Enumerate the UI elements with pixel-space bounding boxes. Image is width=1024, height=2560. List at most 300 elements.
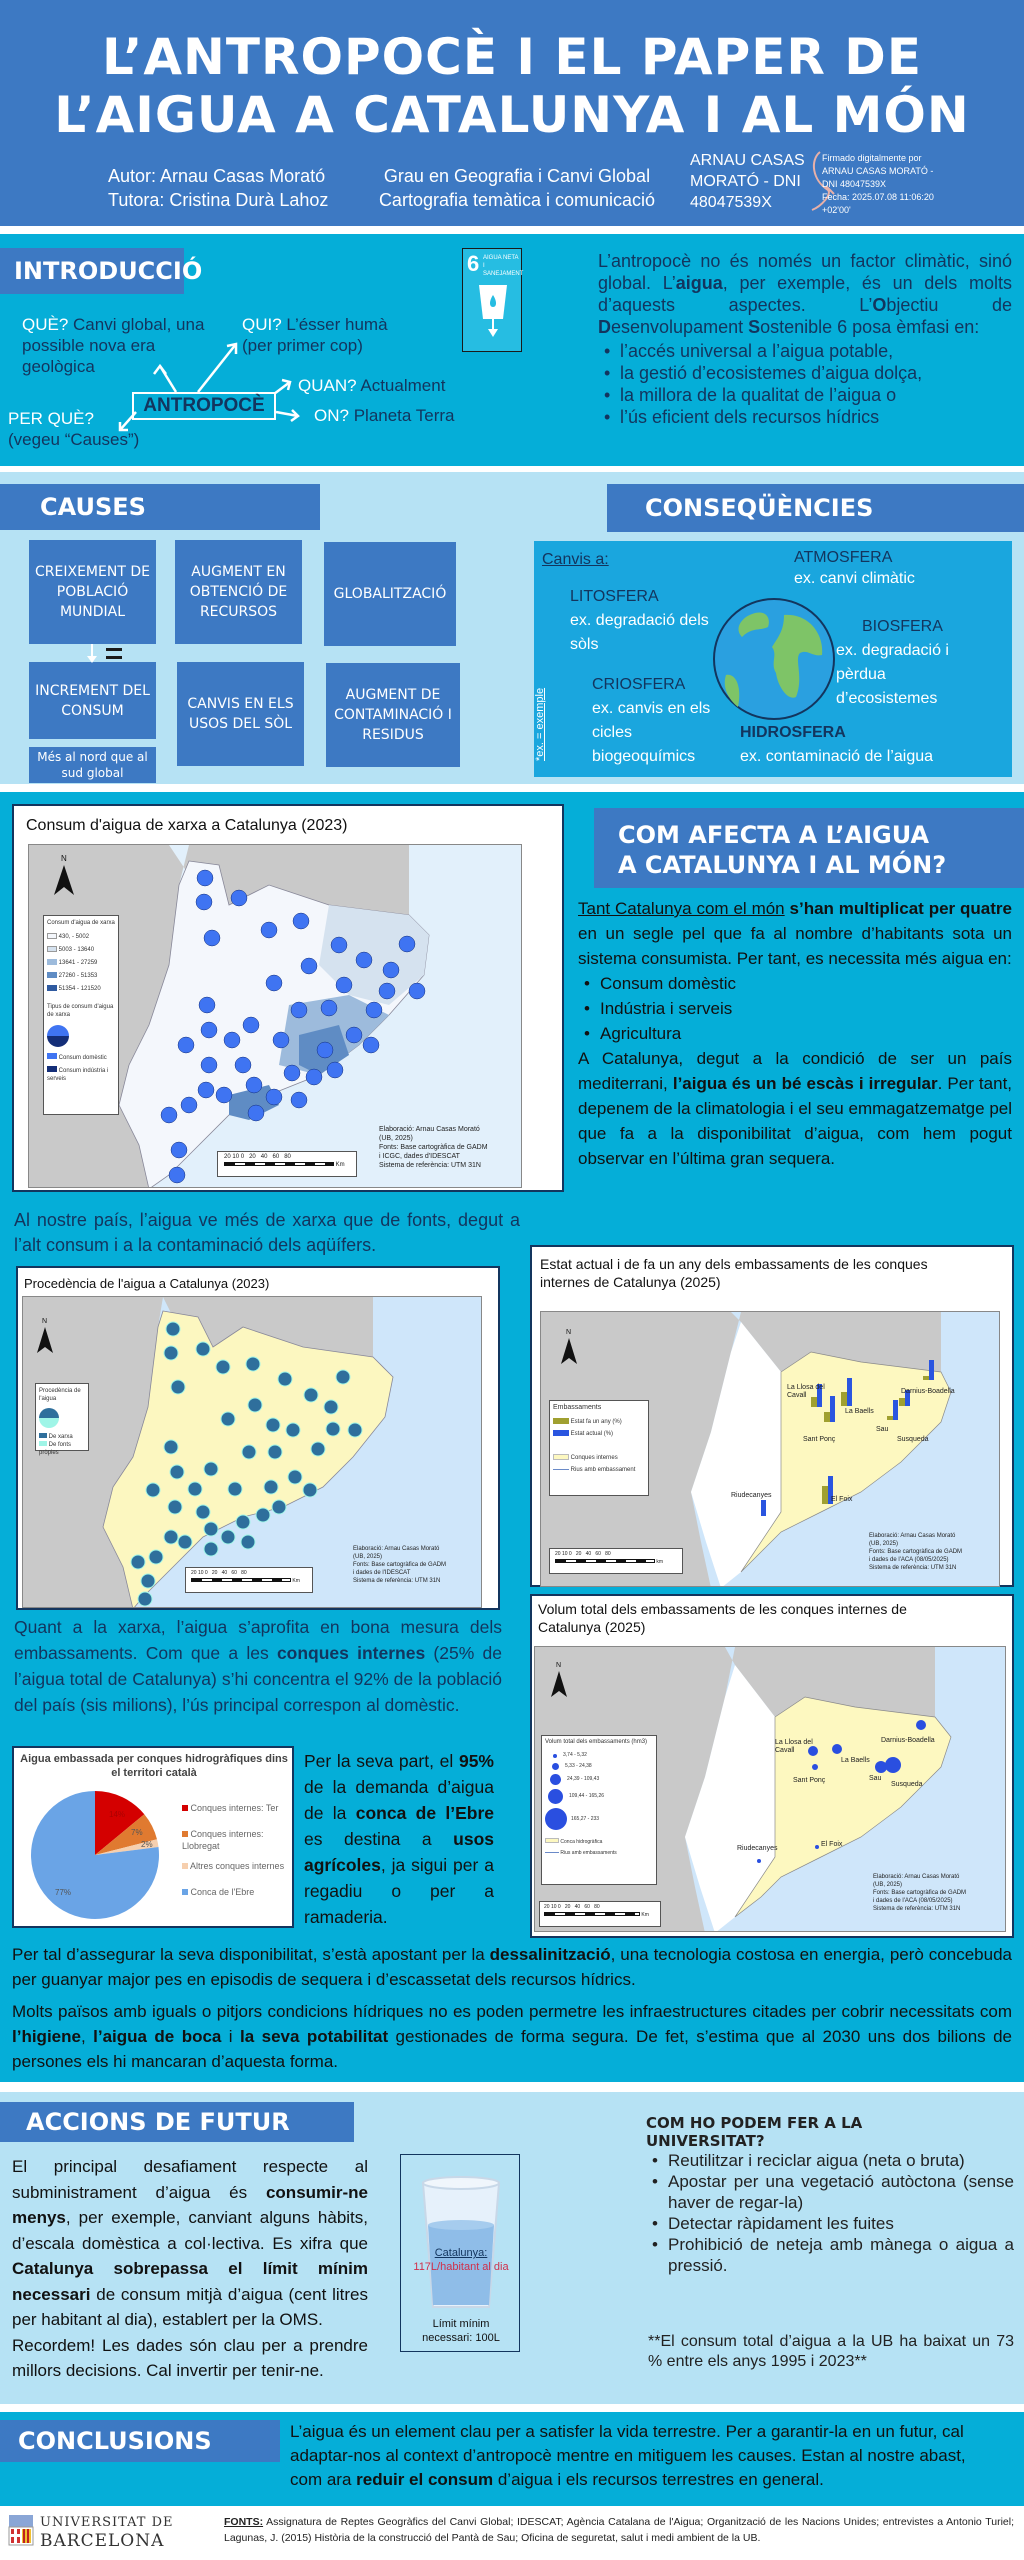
scale-tick: 10 bbox=[561, 1551, 568, 1557]
cause-box: CANVIS EN ELS USOS DEL SÒL bbox=[177, 662, 304, 766]
scale-tick: 20 bbox=[211, 1570, 218, 1576]
legend-label: 3,74 - 5,32 bbox=[563, 1752, 587, 1758]
text-bold: Catalunya sobrepassa el límit mínim necessari bbox=[12, 2259, 368, 2304]
scale-unit: Km bbox=[292, 1578, 300, 1584]
glass-value: 117L/habitant al dia bbox=[413, 2261, 509, 2273]
ub-consumption-note: **El consum total d’aigua a la UB ha baixat un 73 % entre els anys 1995 i 2023** bbox=[648, 2333, 1014, 2370]
sphere-example: ex. canvi climàtic bbox=[794, 570, 915, 587]
scale-tick: 20 bbox=[575, 1551, 582, 1557]
text: es destina a bbox=[304, 1829, 454, 1849]
legend-swatch bbox=[553, 1418, 569, 1424]
diagram-arrows-icon bbox=[0, 234, 320, 466]
scale-tick: 60 bbox=[231, 1570, 237, 1576]
q-label: QUÈ? bbox=[22, 315, 69, 334]
causes-heading: CAUSES bbox=[0, 484, 320, 530]
scale-graphic bbox=[224, 1162, 334, 1166]
svg-text:N: N bbox=[61, 854, 67, 863]
reservoir-label: Sau bbox=[869, 1775, 882, 1782]
sdg-label-2: I SANEJAMENT bbox=[483, 263, 524, 277]
causes-consequences-section bbox=[0, 472, 1024, 784]
text-bold: l’aigua de boca bbox=[93, 2027, 222, 2046]
svg-text:2%: 2% bbox=[141, 1840, 153, 1849]
legend-swatch bbox=[553, 1469, 569, 1470]
svg-text:N: N bbox=[42, 1318, 48, 1325]
text: Recordem! Les dades són clau per a prendre millors decisions. Cal invertir per tenir-ne. bbox=[12, 2335, 368, 2380]
dessalinitzacio-paragraph bbox=[12, 1942, 1012, 1992]
sdg-number: 6 bbox=[467, 251, 480, 276]
sig-detail: Firmado digitalmente por bbox=[822, 153, 922, 163]
map-area bbox=[28, 844, 522, 1188]
map-legend bbox=[35, 1383, 89, 1456]
legend-label: Conques internes: Llobregat bbox=[182, 1829, 264, 1851]
map-area bbox=[540, 1311, 1000, 1587]
legend-swatch bbox=[47, 1066, 57, 1072]
world-paragraph bbox=[12, 1999, 1012, 2074]
q-label: ON? bbox=[314, 406, 349, 425]
legend-title: Procedència de l'aigua bbox=[39, 1388, 81, 1402]
legend-label: Estat fa un any (%) bbox=[570, 1419, 622, 1425]
sources-text bbox=[224, 2514, 1014, 2546]
text-bold: 95% bbox=[458, 1751, 494, 1771]
credit-line: Sistema de referència: UTM 31N bbox=[869, 1565, 957, 1571]
reservoir-label: Sant Ponç bbox=[803, 1436, 836, 1443]
legend-swatch bbox=[182, 1831, 188, 1837]
text: A Catalunya, degut a la condició de ser un país mediterrani, bbox=[578, 1049, 1012, 1093]
text: , per exemple, canviant alguns hàbits, d’escala domèstica a col·lectiva. Es xifra que bbox=[12, 2208, 368, 2253]
legend-label: De fonts pròpies bbox=[39, 1442, 72, 1456]
uni-line-1: UNIVERSITAT DE bbox=[40, 2515, 174, 2530]
text: de consum mitjà d’aigua (cent litres per habitant al dia), establert per la OMS. bbox=[12, 2284, 368, 2329]
sphere-litosfera bbox=[570, 585, 720, 657]
poster-title bbox=[0, 28, 1024, 144]
sources-list: Assignatura de Reptes Geogràfics del Canvi Global; IDESCAT; Agència Catalana de l'Aigua; Organització de les Nacions Unides; entrevistes a Antonio Turiel; Lagunas, J. (2015) Història de la construcció del Pantà de Sau; Oficina de seguretat, salut i medi ambient de la UB. bbox=[224, 2516, 1014, 2544]
credit-line: (UB, 2025) bbox=[869, 1541, 899, 1547]
map-title: Consum d'aigua de xarxa a Catalunya (2023) bbox=[26, 817, 348, 834]
legend-title: Volum total dels embassaments (hm3) bbox=[545, 1739, 648, 1745]
map-area bbox=[22, 1296, 482, 1608]
heading-line: A CATALUNYA I AL MÓN? bbox=[618, 851, 947, 879]
credit-line: Elaboració: Arnau Casas Morató bbox=[873, 1874, 960, 1880]
reservoir-label: El Foix bbox=[821, 1841, 843, 1848]
signature-name bbox=[690, 150, 805, 213]
scale-bar bbox=[217, 1151, 357, 1177]
antropoce-box: ANTROPOCÈ bbox=[132, 392, 276, 420]
credit-line: Fonts: Base cartogràfica de GADM bbox=[379, 1144, 488, 1151]
title-line-1: L’ANTROPOCÈ I EL PAPER DE bbox=[102, 28, 922, 86]
map-area bbox=[534, 1646, 1006, 1932]
legend-swatch bbox=[182, 1805, 188, 1811]
q-answer: Actualment bbox=[360, 376, 446, 395]
minimum-limit: Límit mínim necessari: 100L bbox=[422, 2318, 500, 2344]
title-line-2: L’AIGUA A CATALUNYA I AL MÓN bbox=[54, 86, 970, 144]
text-bold: la seva potabilitat bbox=[240, 2027, 389, 2046]
text: L’antropocè no és només un factor climàtic, sinó global. L’ bbox=[598, 251, 1012, 293]
reservoir-label: La Baells bbox=[841, 1757, 870, 1764]
sphere-example: ex. canvis en els cicles biogeoquímics bbox=[592, 700, 711, 765]
intro-heading: INTRODUCCIÓ bbox=[0, 248, 184, 294]
cause-box: AUGMENT EN OBTENCIÓ DE RECURSOS bbox=[175, 540, 302, 644]
sphere-example: ex. degradació dels sòls bbox=[570, 612, 709, 653]
scale-tick: 60 bbox=[584, 1904, 590, 1910]
text-bold: dessalinització bbox=[489, 1945, 611, 1964]
reservoir-label: La Baells bbox=[845, 1408, 874, 1415]
sphere-name: HIDROSFERA bbox=[740, 724, 846, 741]
text: L’aigua és un element clau per a satisfer la vida terrestre. Per a garantir-la en un futur, cal adaptar-nos al context d’antropocè mentre en mitiguem les causes. Estan al nostre abast, com ara bbox=[290, 2422, 966, 2489]
sphere-name: ATMOSFERA bbox=[794, 549, 893, 566]
scale-tick: 40 bbox=[260, 1154, 268, 1160]
legend-label: Consum indústria i serveis bbox=[47, 1068, 109, 1082]
legend-label: Conca de l'Ebre bbox=[190, 1887, 255, 1897]
list-item: • Indústria i serveis bbox=[578, 996, 1012, 1021]
university-actions-list bbox=[646, 2150, 1014, 2276]
legend-circle-icon bbox=[548, 1789, 563, 1804]
pie-legend-icon bbox=[47, 1025, 69, 1047]
legend-label: Rius amb embassament bbox=[570, 1467, 636, 1473]
legend-swatch bbox=[47, 933, 57, 939]
list-item: • la millora de la qualitat de l’aigua o bbox=[598, 384, 1012, 406]
legend-label: 5003 - 13640 bbox=[58, 947, 95, 953]
university-heading: COM HO PODEM FER A LA UNIVERSITAT? bbox=[646, 2114, 863, 2150]
text: , per exemple, és un dels molts d’aquests aspectes. L’ bbox=[598, 273, 1012, 315]
sig-line: ARNAU CASAS bbox=[690, 152, 805, 169]
legend-swatch bbox=[182, 1863, 188, 1869]
legend-item bbox=[182, 1886, 292, 1898]
reservoir-label: La Llosa del Cavall bbox=[775, 1739, 813, 1754]
sdg-label-1: AIGUA NETA bbox=[483, 255, 519, 261]
text-bold: s’han multiplicat per quatre bbox=[784, 899, 1012, 918]
credit-line: Elaboració: Arnau Casas Morató bbox=[379, 1126, 480, 1133]
svg-text:N: N bbox=[566, 1329, 572, 1336]
legend-swatch bbox=[182, 1889, 188, 1895]
course-block bbox=[362, 164, 672, 212]
q-label: PER QUÈ? bbox=[8, 409, 94, 428]
text: El principal desafiament respecte al subministrament d’aigua és bbox=[12, 2157, 368, 2202]
list-item: • Apostar per una vegetació autòctona (sense haver de regar-la) bbox=[646, 2171, 1014, 2213]
conclusions-section bbox=[0, 2412, 1024, 2506]
text-bold: O bbox=[872, 295, 887, 315]
svg-text:7%: 7% bbox=[131, 1828, 143, 1837]
poster-header bbox=[0, 0, 1024, 226]
diagram-quan bbox=[298, 374, 445, 397]
credit-line: Sistema de referència: UTM 31N bbox=[353, 1578, 441, 1584]
scale-tick: 20 bbox=[191, 1570, 197, 1576]
legend-swatch bbox=[47, 972, 57, 978]
scale-tick: 10 bbox=[197, 1570, 204, 1576]
sdg-6-badge bbox=[462, 248, 522, 352]
map-legend bbox=[43, 915, 119, 1115]
sig-line: MORATÓ - DNI bbox=[690, 173, 801, 190]
legend-swatch bbox=[553, 1454, 569, 1460]
consequences-panel bbox=[534, 541, 1012, 777]
legend-label: Consum domèstic bbox=[58, 1055, 107, 1061]
reservoir-label: La Llosa del Cavall bbox=[787, 1384, 825, 1399]
reservoir-label: Riudecanyes bbox=[731, 1492, 772, 1499]
scale-tick: 20 bbox=[224, 1154, 231, 1160]
map-legend bbox=[541, 1735, 657, 1885]
svg-text:77%: 77% bbox=[55, 1888, 72, 1897]
scale-bar bbox=[539, 1901, 661, 1927]
text: , bbox=[80, 2027, 94, 2046]
legend-circle-icon bbox=[553, 1754, 557, 1758]
map-credits bbox=[873, 1873, 966, 1913]
reservoir-label: Riudecanyes bbox=[737, 1845, 778, 1852]
legend-label: De xarxa bbox=[48, 1434, 73, 1440]
legend-swatch bbox=[545, 1852, 559, 1853]
text-bold: aigua bbox=[675, 273, 723, 293]
legend-item bbox=[182, 1802, 292, 1814]
sig-detail: Fecha: 2025.07.08 11:06:20 bbox=[822, 192, 934, 202]
water-uses-list bbox=[578, 971, 1012, 1046]
diagram-on bbox=[314, 404, 455, 427]
legend-label: 430, - 5002 bbox=[58, 934, 90, 940]
credit-line: i dades de l'IDESCAT bbox=[353, 1570, 411, 1576]
legend-swatch bbox=[39, 1441, 47, 1446]
intro-paragraph bbox=[598, 250, 1012, 428]
scale-tick: 60 bbox=[595, 1551, 601, 1557]
text: , ja sigui per a regadiu o per a ramaderia. bbox=[304, 1855, 494, 1927]
map-consum-aigua bbox=[12, 804, 564, 1192]
list-item: • Detectar ràpidament les fuites bbox=[646, 2213, 1014, 2234]
heading-line: COM AFECTA A L’AIGUA bbox=[618, 821, 930, 849]
degree: Grau en Geografia i Canvi Global bbox=[383, 166, 651, 186]
map-title: Estat actual i de fa un any dels embassaments de les conques internes de Catalunya (2025) bbox=[540, 1256, 928, 1290]
list-item: • Consum domèstic bbox=[578, 971, 1012, 996]
scale-tick: 20 bbox=[249, 1154, 256, 1160]
consequences-heading: CONSEQÜÈNCIES bbox=[607, 484, 1024, 532]
credit-line: i dades de l'ACA (08/05/2025) bbox=[869, 1557, 949, 1563]
text-bold: consumir-ne menys bbox=[12, 2182, 368, 2227]
footer bbox=[0, 2506, 1024, 2560]
earth-globe-icon bbox=[712, 597, 836, 721]
scale-tick: 40 bbox=[574, 1904, 581, 1910]
university-crest-icon bbox=[8, 2514, 34, 2546]
legend-item bbox=[182, 1860, 292, 1872]
legend-swatch bbox=[47, 985, 57, 991]
scale-tick: 60 bbox=[272, 1154, 280, 1160]
map-credits bbox=[869, 1532, 962, 1572]
future-heading: ACCIONS DE FUTUR bbox=[0, 2102, 354, 2142]
q-answer: Planeta Terra bbox=[353, 406, 455, 425]
water-glass-icon bbox=[477, 283, 509, 339]
list-item: • Reutilitzar i reciclar aigua (neta o bruta) bbox=[646, 2150, 1014, 2171]
sdg-label bbox=[483, 254, 523, 278]
text: (25% de l’aigua total de Catalunya) s’hi concentra el 92% de la població del país (sis milions), l’ús principal correspon al domèstic. bbox=[14, 1643, 502, 1715]
list-item: • Agricultura bbox=[578, 1021, 1012, 1046]
credit-line: i dades de l'ACA (08/05/2025) bbox=[873, 1898, 953, 1904]
reservoir-label: Susqueda bbox=[897, 1436, 929, 1443]
text-bold: D bbox=[598, 317, 611, 337]
text-bold: usos agrícoles bbox=[304, 1829, 494, 1875]
changes-label: Canvis a: bbox=[542, 551, 609, 568]
map-volum-embassaments bbox=[530, 1594, 1014, 1938]
q-answer: L’ésser humà (per primer cop) bbox=[242, 315, 388, 355]
legend-subtitle: Tipus de consum d'aigua de xarxa bbox=[47, 1004, 114, 1018]
sig-detail: ARNAU CASAS MORATÓ - bbox=[822, 166, 934, 176]
list-item: • l’accés universal a l’aigua potable, bbox=[598, 340, 1012, 362]
footnote: *ex. = exemple bbox=[534, 687, 546, 761]
credit-line: (UB, 2025) bbox=[873, 1882, 903, 1888]
credit-line: Elaboració: Arnau Casas Morató bbox=[869, 1533, 956, 1539]
text: . Per tant, depenem de la climatologia i el seu emmagatzematge pel que fa a la disponibilitat d’aigua, com hem pogut observar en l’última gran sequera. bbox=[578, 1074, 1013, 1168]
legend-label: 165,27 - 233 bbox=[571, 1815, 600, 1822]
map-credits bbox=[353, 1545, 446, 1585]
credit-line: (UB, 2025) bbox=[353, 1554, 383, 1560]
legend-label: Conca hidrogràfica bbox=[560, 1839, 603, 1845]
legend-title: Consum d'aigua de xarxa bbox=[47, 920, 115, 926]
legend-label: Rius amb embassaments bbox=[560, 1850, 617, 1856]
legend-label: Estat actual (%) bbox=[570, 1431, 614, 1437]
legend-swatch bbox=[545, 1838, 559, 1843]
pie-chart-panel bbox=[12, 1746, 294, 1928]
legend-circle-icon bbox=[545, 1808, 567, 1830]
legend-label: 24,39 - 109,43 bbox=[567, 1776, 600, 1782]
cause-box: INCREMENT DEL CONSUM bbox=[29, 662, 156, 739]
cause-box: GLOBALITZACIÓ bbox=[324, 542, 456, 646]
text-bold: conca de l’Ebre bbox=[355, 1803, 495, 1823]
q-answer: Canvi global, una possible nova era geològica bbox=[22, 315, 205, 376]
text: Quant a la xarxa, l’aigua s’aprofita en bona mesura dels embassaments. Com que a les bbox=[14, 1617, 502, 1663]
legend-label: Altres conques internes bbox=[190, 1861, 285, 1871]
cause-box: CREIXEMENT DE POBLACIÓ MUNDIAL bbox=[29, 540, 156, 644]
scale-tick: 0 bbox=[240, 1154, 245, 1160]
text: d’aigua i els recursos terrestres en general. bbox=[493, 2470, 824, 2489]
text-bold: l’higiene bbox=[12, 2027, 81, 2046]
conclusions-paragraph bbox=[290, 2420, 995, 2492]
list-item: • Prohibició de neteja amb mànega o aigua a pressió. bbox=[646, 2234, 1014, 2276]
pie-legend-icon bbox=[39, 1408, 59, 1428]
text-underlined: Tant Catalunya com el món bbox=[578, 899, 785, 918]
scale-tick: 10 bbox=[550, 1904, 557, 1910]
glass-label: Catalunya: bbox=[434, 2247, 488, 2259]
course: Cartografia temàtica i comunicació bbox=[378, 190, 656, 210]
sphere-hidrosfera bbox=[740, 721, 933, 769]
reservoir-label: Sau bbox=[876, 1426, 889, 1433]
text: gestionades de forma segura. De fet, s’estima que al 2030 uns dos bilions de persones els hi mancaran d’aquesta forma. bbox=[12, 2027, 1012, 2071]
scale-tick: 80 bbox=[594, 1904, 600, 1910]
legend-label: 109,44 - 165,26 bbox=[569, 1793, 605, 1799]
scale-bar bbox=[549, 1548, 683, 1574]
slice-label: 14% bbox=[109, 1810, 126, 1819]
legend-label: Conques internes: Ter bbox=[190, 1803, 279, 1813]
credit-line: (UB, 2025) bbox=[379, 1135, 413, 1142]
sig-detail: DNI 48047539X bbox=[822, 179, 887, 189]
reservoir-label: Susqueda bbox=[891, 1781, 923, 1788]
sig-detail: +02'00' bbox=[822, 205, 851, 215]
legend-swatch bbox=[47, 959, 57, 965]
text-bold: conques internes bbox=[276, 1643, 426, 1663]
intro-section bbox=[0, 234, 1024, 466]
scale-tick: 20 bbox=[555, 1551, 561, 1557]
scale-tick: 40 bbox=[221, 1570, 228, 1576]
text: de la demanda d’aigua de la bbox=[304, 1777, 494, 1823]
reservoir-label: Sant Ponç bbox=[793, 1777, 826, 1784]
scale-bar bbox=[185, 1567, 313, 1593]
cause-note: Més al nord que al sud global bbox=[29, 747, 156, 783]
scale-graphic bbox=[191, 1578, 291, 1582]
scale-unit: Km bbox=[335, 1162, 345, 1168]
map-estat-embassaments bbox=[530, 1245, 1014, 1587]
water-glass-icon bbox=[419, 2175, 503, 2311]
sphere-criosfera bbox=[592, 673, 732, 769]
sdg-targets-list bbox=[598, 340, 1012, 428]
map-legend bbox=[549, 1400, 649, 1496]
legend-label: 13641 - 27259 bbox=[58, 960, 98, 966]
credit-line: Fonts: Base cartogràfica de GADM bbox=[353, 1562, 447, 1568]
sphere-example: ex. contaminació de l’aigua bbox=[740, 748, 934, 765]
credit-line: Fonts: Base cartogràfica de GADM bbox=[873, 1890, 967, 1896]
scale-graphic bbox=[555, 1559, 655, 1563]
scale-tick: 40 bbox=[585, 1551, 592, 1557]
sources-label: FONTS: bbox=[224, 2516, 264, 2528]
scale-tick: 80 bbox=[605, 1551, 611, 1557]
legend-swatch bbox=[39, 1433, 47, 1438]
text: i bbox=[221, 2027, 241, 2046]
legend-label: 51354 - 121520 bbox=[58, 986, 101, 992]
signature-details bbox=[822, 152, 934, 217]
author: Autor: Arnau Casas Morató bbox=[108, 166, 326, 186]
legend-circle-icon bbox=[552, 1763, 559, 1770]
legend-label: 27260 - 51353 bbox=[58, 973, 98, 979]
legend-swatch bbox=[47, 1053, 57, 1059]
map-title: Procedència de l'aigua a Catalunya (2023) bbox=[24, 1276, 270, 1291]
credit-line: Elaboració: Arnau Casas Morató bbox=[353, 1546, 440, 1552]
sphere-name: LITOSFERA bbox=[570, 588, 659, 605]
text-bold: l’aigua és un bé escàs i irregular bbox=[672, 1074, 938, 1093]
author-block bbox=[108, 164, 328, 212]
list-item: • l’ús eficient dels recursos hídrics bbox=[598, 406, 1012, 428]
q-answer: (vegeu “Causes”) bbox=[8, 430, 140, 449]
credit-line: Fonts: Base cartogràfica de GADM bbox=[869, 1549, 963, 1555]
svg-text:N: N bbox=[556, 1662, 562, 1669]
text: , una tecnologia costosa en energia, però concebuda per guanyar major pes en episodis de sequera i d’escassetat dels recursos hídrics. bbox=[12, 1945, 1012, 1989]
xarxa-paragraph bbox=[14, 1614, 502, 1718]
future-actions-section bbox=[0, 2092, 1024, 2404]
credit-line: i ICGC, dades d'IDESCAT bbox=[379, 1153, 460, 1160]
legend-title: Embassaments bbox=[553, 1404, 602, 1411]
text-bold: reduir el consum bbox=[356, 2470, 494, 2489]
sig-line: 48047539X bbox=[690, 194, 772, 211]
uni-line-2: BARCELONA bbox=[40, 2531, 165, 2551]
chart-title: Aigua embassada per conques hidrogràfiques dins el territori català bbox=[20, 1753, 288, 1779]
future-paragraph bbox=[12, 2154, 368, 2384]
reservoir-label: El Foix bbox=[831, 1496, 853, 1503]
list-item: • la gestió d’ecosistemes d’aigua dolça, bbox=[598, 362, 1012, 384]
reservoir-label: Darnius-Boadella bbox=[881, 1737, 935, 1744]
sphere-biosfera bbox=[836, 615, 986, 711]
arrow-equals-icon bbox=[84, 644, 134, 664]
university-name bbox=[40, 2514, 174, 2550]
q-label: QUI? bbox=[242, 315, 282, 334]
text: ostenible 6 posa èmfasi en: bbox=[760, 317, 980, 337]
water-source-text: Al nostre país, l’aigua ve més de xarxa que de fonts, degut a l’alt consum i a la contaminació dels aqüífers. bbox=[14, 1210, 520, 1255]
legend-swatch bbox=[553, 1430, 569, 1436]
ebre-paragraph bbox=[304, 1748, 494, 1930]
scale-unit: Km bbox=[641, 1912, 649, 1918]
scale-tick: 20 bbox=[564, 1904, 571, 1910]
reservoir-label: Darnius-Boadella bbox=[901, 1388, 955, 1395]
text: Per la seva part, el bbox=[304, 1751, 459, 1771]
text: Molts països amb iguals o pitjors condicions hídriques no es poden permetre les infraestructures citades per cobrir necessitats com bbox=[12, 2002, 1012, 2021]
scale-tick: 0 bbox=[204, 1570, 208, 1576]
legend-classes bbox=[47, 933, 115, 993]
text-bold: S bbox=[748, 317, 761, 337]
scale-tick: 10 bbox=[232, 1154, 240, 1160]
legend-circle-icon bbox=[550, 1774, 561, 1785]
map-procedencia-aigua bbox=[16, 1266, 500, 1610]
map-title: Volum total dels embassaments de les conques internes de Catalunya (2025) bbox=[538, 1601, 907, 1635]
credit-line: Sistema de referència: UTM 31N bbox=[873, 1906, 961, 1912]
legend-swatch bbox=[47, 946, 57, 952]
